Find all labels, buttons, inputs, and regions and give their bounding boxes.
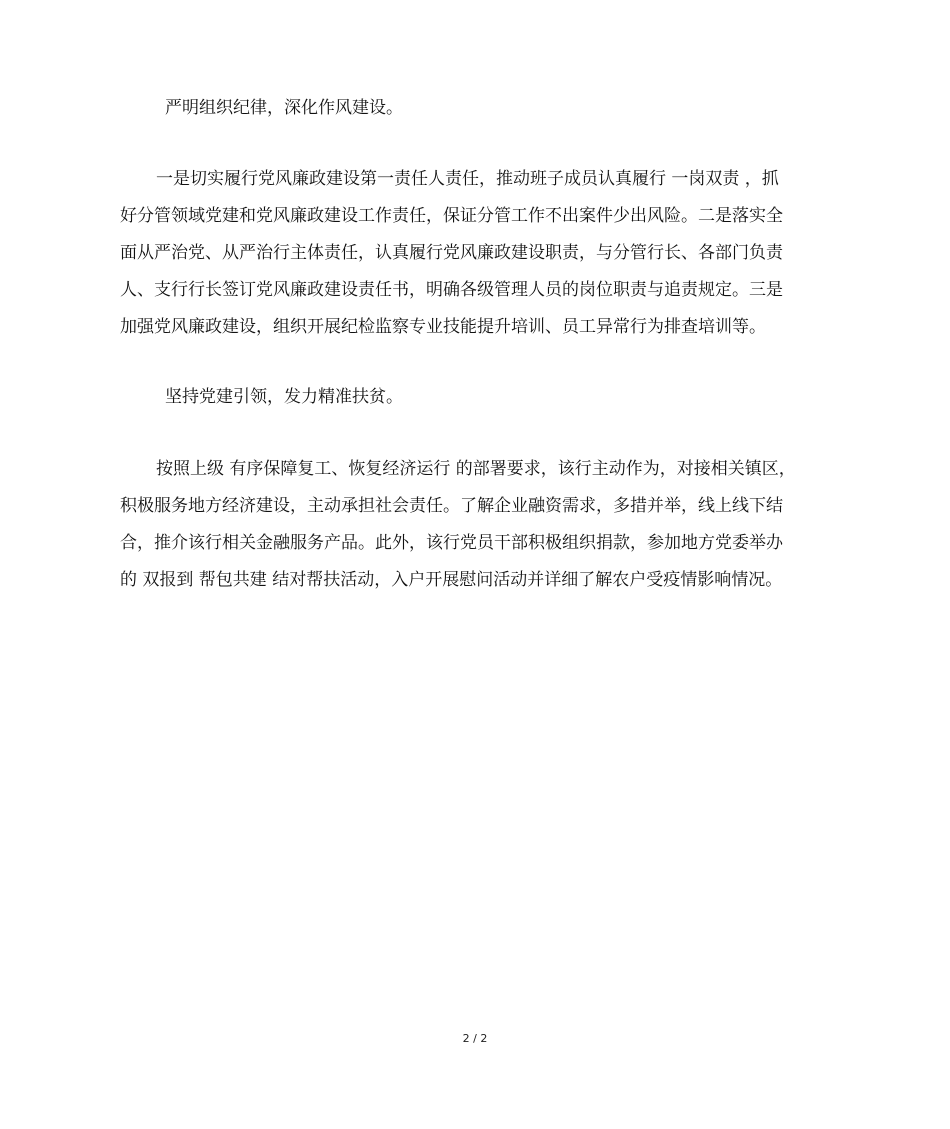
paragraph-poverty-alleviation bbox=[120, 458, 840, 606]
section-heading-poverty-alleviation: 坚持党建引领，发力精准扶贫。 bbox=[165, 387, 403, 407]
paragraph-line: 的 双报到 帮包共建 结对帮扶活动，入户开展慰问活动并详细了解农户受疫情影响情况。 bbox=[120, 570, 783, 590]
paragraph-line: 好分管领域党建和党风廉政建设工作责任，保证分管工作不出案件少出风险。二是落实全 bbox=[120, 206, 783, 226]
paragraph-line: 加强党风廉政建设，组织开展纪检监察专业技能提升培训、员工异常行为排查培训等。 bbox=[120, 317, 766, 337]
paragraph-line: 一是切实履行党风廉政建设第一责任人责任，推动班子成员认真履行 一岗双责 ，抓 bbox=[156, 169, 779, 189]
page-number: 2 / 2 bbox=[462, 1032, 488, 1045]
paragraph-line: 人、支行行长签订党风廉政建设责任书，明确各级管理人员的岗位职责与追责规定。三是 bbox=[120, 280, 783, 300]
paragraph-line: 面从严治党、从严治行主体责任，认真履行党风廉政建设职责，与分管行长、各部门负责 bbox=[120, 243, 783, 263]
paragraph-line: 积极服务地方经济建设，主动承担社会责任。了解企业融资需求，多措并举，线上线下结 bbox=[120, 496, 783, 516]
paragraph-line: 合，推介该行相关金融服务产品。此外，该行党员干部积极组织捐款，参加地方党委举办 bbox=[120, 533, 783, 553]
section-heading-discipline: 严明组织纪律，深化作风建设。 bbox=[165, 98, 403, 118]
paragraph-discipline bbox=[120, 168, 840, 353]
paragraph-line: 按照上级 有序保障复工、恢复经济运行 的部署要求，该行主动作为，对接相关镇区， bbox=[156, 459, 796, 479]
